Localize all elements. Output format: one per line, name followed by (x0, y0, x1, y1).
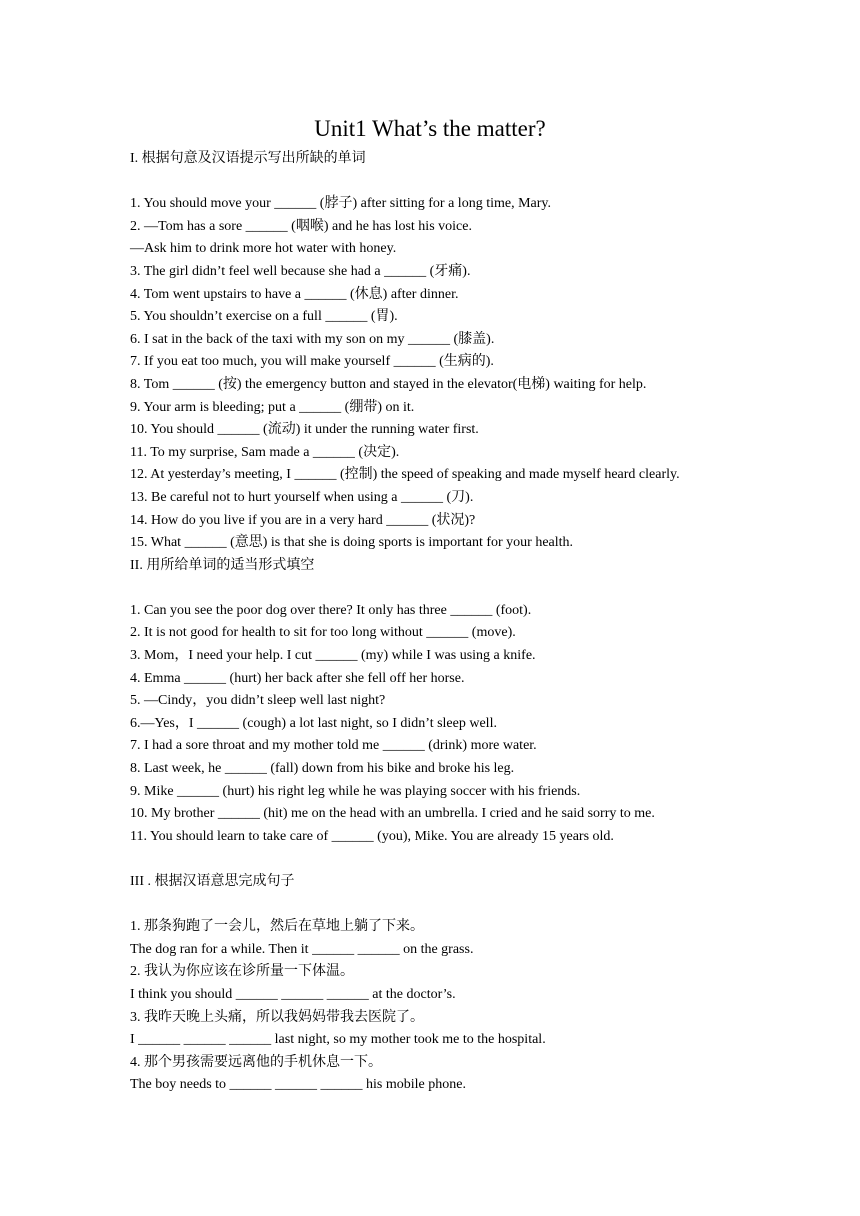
section-2-item: 3. Mom，I need your help. I cut ______ (my) while I was using a knife. (130, 648, 536, 664)
section-1-item: 14. How do you live if you are in a very hard ______ (状况)? (130, 512, 476, 528)
section-2-item: 4. Emma ______ (hurt) her back after she fell off her horse. (130, 670, 465, 686)
section-2-item: 11. You should learn to take care of ______ (you), Mike. You are already 15 years old. (130, 828, 614, 844)
section-2-item: 9. Mike ______ (hurt) his right leg while he was playing soccer with his friends. (130, 783, 581, 799)
section-3-item: I ______ ______ ______ last night, so my mother took me to the hospital. (130, 1032, 546, 1048)
section-1-item: 4. Tom went upstairs to have a ______ (休息) after dinner. (130, 286, 459, 302)
section-3-item: The boy needs to ______ ______ ______ his mobile phone. (130, 1077, 466, 1093)
section-2-item: 10. My brother ______ (hit) me on the head with an umbrella. I cried and he said sorry to me. (130, 806, 655, 822)
section-1-item: 1. You should move your ______ (脖子) after sitting for a long time, Mary. (130, 196, 551, 212)
section-1-item: —Ask him to drink more hot water with honey. (130, 241, 397, 257)
section-3-heading: III . 根据汉语意思完成句子 (130, 874, 295, 889)
section-1-item: 2. —Tom has a sore ______ (咽喉) and he has lost his voice. (130, 218, 472, 234)
section-1-item: 6. I sat in the back of the taxi with my son on my ______ (膝盖). (130, 331, 495, 347)
section-2-item: 8. Last week, he ______ (fall) down from his bike and broke his leg. (130, 761, 515, 777)
section-3-item: The dog ran for a while. Then it ______ ______ on the grass. (130, 941, 474, 957)
section-2-item: 5. —Cindy，you didn’t sleep well last night? (130, 693, 386, 709)
section-1-item: 12. At yesterday’s meeting, I ______ (控制) the speed of speaking and made myself heard clearly. (130, 467, 680, 483)
section-3-item: I think you should ______ ______ ______ at the doctor’s. (130, 986, 456, 1002)
section-2-item: 1. Can you see the poor dog over there? It only has three ______ (foot). (130, 602, 532, 618)
section-3-item: 2. 我认为你应该在诊所量一下体温。 (130, 964, 354, 980)
section-1-item: 8. Tom ______ (按) the emergency button and stayed in the elevator(电梯) waiting for help. (130, 376, 647, 392)
section-1-item: 11. To my surprise, Sam made a ______ (决定). (130, 444, 400, 460)
section-1-item: 3. The girl didn’t feel well because she had a ______ (牙痛). (130, 263, 471, 279)
section-1-item: 13. Be careful not to hurt yourself when using a ______ (刀). (130, 489, 474, 505)
section-3-item: 3. 我昨天晚上头痛，所以我妈妈带我去医院了。 (130, 1009, 424, 1025)
section-2-heading: II. 用所给单词的适当形式填空 (130, 557, 315, 573)
section-1-heading: I. 根据句意及汉语提示写出所缺的单词 (130, 151, 366, 166)
section-1-item: 5. You shouldn’t exercise on a full ______ (胃). (130, 309, 398, 325)
section-1-item: 10. You should ______ (流动) it under the running water first. (130, 422, 479, 438)
worksheet-content (130, 148, 770, 1097)
section-2-item: 7. I had a sore throat and my mother told me ______ (drink) more water. (130, 738, 537, 754)
page-title: Unit1 What’s the matter? (314, 116, 546, 141)
section-1-item: 9. Your arm is bleeding; put a ______ (绷带) on it. (130, 399, 415, 415)
section-2-item: 2. It is not good for health to sit for too long without ______ (move). (130, 625, 516, 641)
section-3-item: 1. 那条狗跑了一会儿，然后在草地上躺了下来。 (130, 919, 424, 935)
section-1-item: 7. If you eat too much, you will make yourself ______ (生病的). (130, 354, 494, 370)
section-1-item: 15. What ______ (意思) is that she is doing sports is important for your health. (130, 535, 574, 551)
section-3-item: 4. 那个男孩需要远离他的手机休息一下。 (130, 1054, 382, 1070)
section-2-item: 6.—Yes，I ______ (cough) a lot last night, so I didn’t sleep well. (130, 715, 497, 731)
